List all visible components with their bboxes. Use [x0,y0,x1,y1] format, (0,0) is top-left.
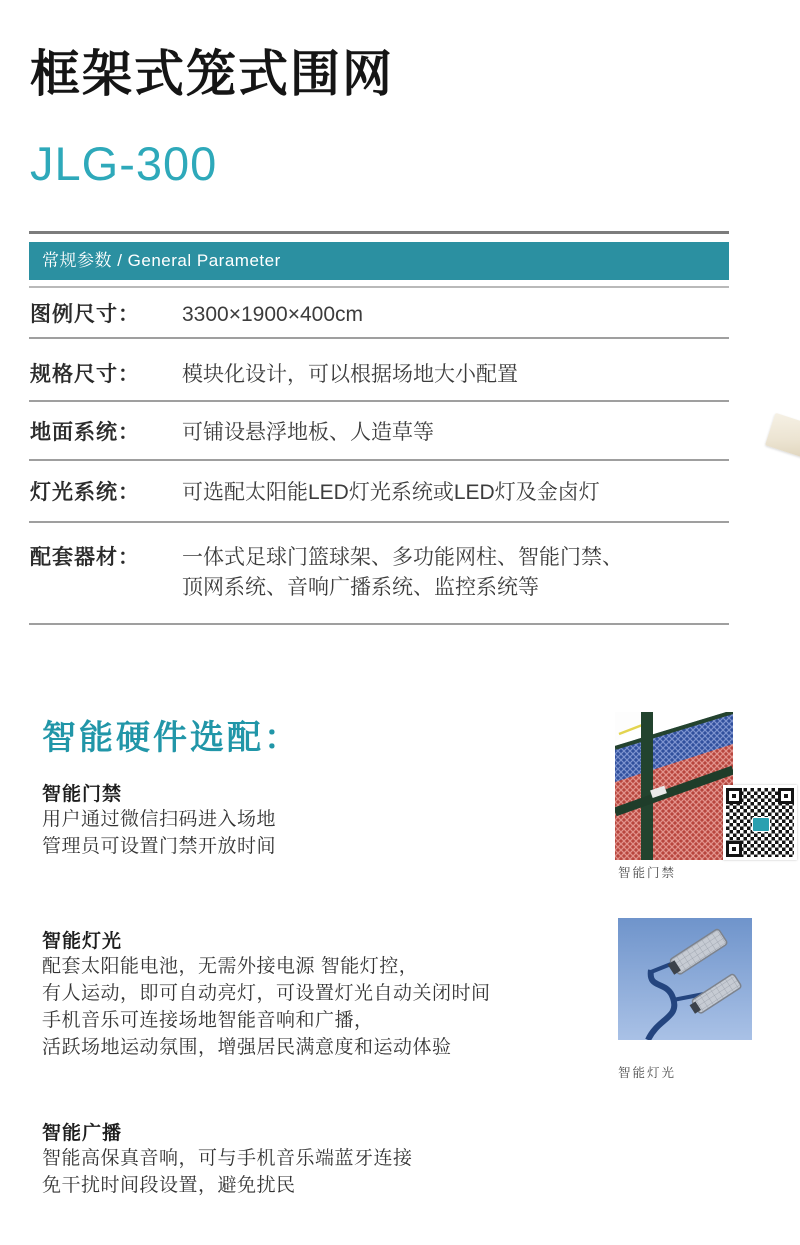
divider [29,400,729,402]
divider [29,286,729,288]
divider [29,231,729,234]
qr-code [723,785,797,860]
parameters-banner: 常规参数 / General Parameter [29,242,729,280]
smart-access-text: 用户通过微信扫码进入场地 管理员可设置门禁开放时间 [42,809,277,857]
model-number: JLG-300 [30,137,218,190]
param-row-ground-system [30,418,730,448]
qr-finder-icon [726,788,742,804]
access-control-photo [615,712,733,860]
divider [29,459,729,461]
decorative-box-fragment [763,414,800,462]
smart-light-text: 配套太阳能电池，无需外接电源 智能灯控， 有人运动，即可自动亮灯，可设置灯光自动关闭时间 手机音乐可连接场地智能音响和广播， 活跃场地运动氛围，增强居民满意度和运动体验 [42,956,491,1058]
access-photo-caption: 智能门禁 [618,866,677,880]
page-title: 框架式笼式围网 [30,46,394,102]
qr-finder-icon [726,841,742,857]
param-row-spec-size [30,360,730,390]
param-label: 地面系统： [30,421,140,444]
param-value: 可铺设悬浮地板、人造草等 [182,421,434,444]
param-value-line: 顶网系统、音响广播系统、监控系统等 [182,576,539,599]
fence-illustration [615,712,733,860]
param-label: 配套器材： [30,546,140,569]
divider [29,337,729,339]
smart-access-heading: 智能门禁 [42,784,123,805]
param-row-equipment [30,543,730,603]
param-row-legend-size [30,300,730,330]
divider [29,623,729,625]
qr-center-logo [752,817,770,832]
divider [29,521,729,523]
solar-light-photo [618,918,752,1040]
qr-finder-icon [778,788,794,804]
param-label: 规格尺寸： [30,363,140,386]
param-value: 模块化设计，可以根据场地大小配置 [182,363,518,386]
param-value: 可选配太阳能LED灯光系统或LED灯及金卤灯 [182,481,600,504]
solar-lamp-illustration [618,918,752,1040]
param-value: 3300×1900×400cm [182,303,363,326]
smart-section-title: 智能硬件选配： [42,719,301,757]
smart-audio-heading: 智能广播 [42,1123,123,1144]
smart-audio-text: 智能高保真音响，可与手机音乐端蓝牙连接 免干扰时间段设置，避免扰民 [42,1148,413,1196]
smart-light-heading: 智能灯光 [42,931,123,952]
param-value-line: 一体式足球门篮球架、多功能网柱、智能门禁、 [182,546,623,569]
param-label: 灯光系统： [30,481,140,504]
param-row-light-system [30,478,730,508]
param-label: 图例尺寸： [30,303,140,326]
light-photo-caption: 智能灯光 [618,1066,677,1080]
